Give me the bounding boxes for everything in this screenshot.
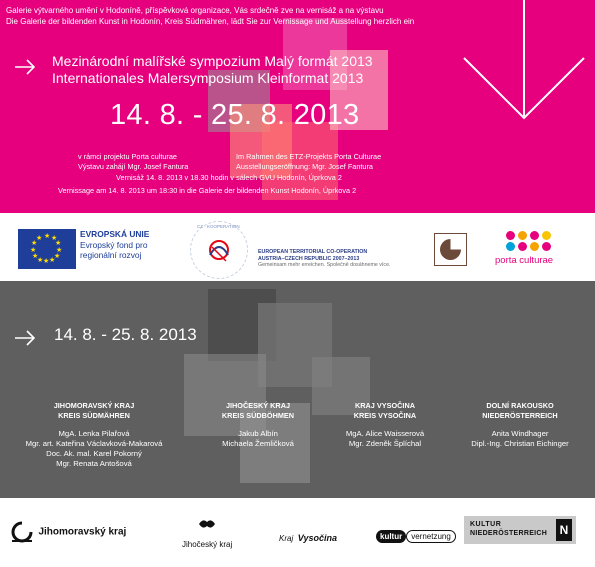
kn-badge-icon: N: [556, 519, 572, 541]
porta-dot: [542, 231, 551, 240]
artist-name: Mgr. art. Kateřina Václavková-Makarová: [25, 439, 163, 448]
details-cz-2: Výstavu zahájí Mgr. Josef Fantura: [78, 162, 189, 171]
title-cz: Mezinárodní malířské sympozium Malý formát 2013: [52, 53, 373, 69]
kn-label-1: KULTUR: [470, 521, 502, 528]
svg-text:★: ★: [55, 239, 62, 247]
svg-text:★: ★: [37, 256, 44, 264]
logo-jihocesky-kraj: [182, 516, 232, 552]
region-name-2: KREIS VYSOČINA: [353, 411, 417, 420]
region-name-1: JIHOMORAVSKÝ KRAJ: [53, 401, 135, 410]
coop-title1: EUROPEAN TERRITORIAL CO-OPERATION: [258, 249, 368, 255]
porta-dot: [506, 242, 515, 251]
artist-name: Anita Windhager: [491, 429, 549, 438]
region-jihocesky: [208, 401, 308, 449]
eu-text: [80, 229, 149, 261]
symposium-title: [52, 53, 373, 87]
region-name-1: KRAJ VYSOČINA: [354, 401, 415, 410]
artist-name: Dipl.-Ing. Christian Eichinger: [471, 439, 569, 448]
kv-label-2: Vysočina: [297, 533, 338, 543]
kv-label-1: Kraj: [279, 534, 294, 543]
svg-text:★: ★: [54, 252, 61, 260]
porta-dot: [542, 242, 551, 251]
eu-line2: Evropský fond pro: [80, 239, 148, 250]
kn-label-2: NIEDERÖSTERREICH: [470, 530, 548, 537]
artist-name: Mgr. Zdeněk Šplíchal: [348, 439, 422, 448]
region-jihomoravsky: [14, 401, 174, 469]
porta-culturae-label: porta culturae: [495, 255, 554, 266]
cooperation-logo-icon: [190, 221, 248, 279]
porta-dot: [518, 242, 527, 251]
gallery-logo-icon: [434, 233, 467, 266]
artist-name: MgA. Lenka Pilařová: [58, 429, 130, 438]
intro-text: [6, 5, 414, 27]
artist-name: MgA. Alice Waisserová: [345, 429, 425, 438]
coop-title2: AUSTRIA–CZECH REPUBLIC 2007–2013: [258, 255, 360, 262]
svg-text:★: ★: [30, 246, 37, 254]
porta-dot: [518, 231, 527, 240]
vernissage-de: Vernissage am 14. 8. 2013 um 18:30 in die Galerie der bildenden Kunst Hodonín, Úprkova 2: [58, 186, 357, 195]
region-vysocina: [330, 401, 440, 449]
big-arrow-down-icon: [450, 0, 595, 125]
arrow-right-icon: [14, 57, 36, 79]
region-name-2: KREIS SÜDMÄHREN: [58, 411, 130, 420]
kv-a-label: kultur: [376, 530, 406, 543]
porta-dot: [506, 231, 515, 240]
porta-dot: [530, 231, 539, 240]
svg-text:★: ★: [31, 239, 38, 247]
details-cz-1: v rámci projektu Porta culturae: [78, 152, 177, 161]
eu-flag-icon: [18, 229, 76, 269]
intro-cz: Galerie výtvarného umění v Hodoníně, příspěvková organizace, Vás srdečně zve na vernisáž a na výstavu: [6, 6, 384, 15]
region-logos-strip: [0, 498, 595, 567]
jmk-logo-icon: [10, 520, 34, 544]
coop-sub: Gemeinsam mehr erreichen. Společně dosáhneme více.: [258, 262, 391, 268]
region-name-1: DOLNÍ RAKOUSKO: [486, 401, 554, 410]
coop-arc-text: CZ · KOOPERATION: [197, 224, 240, 229]
coop-text: [258, 249, 391, 269]
svg-text:★: ★: [44, 232, 51, 240]
date-range-main: 14. 8. - 25. 8. 2013: [110, 99, 360, 131]
svg-text:★: ★: [51, 234, 58, 242]
region-niederoesterreich: [450, 401, 590, 449]
partner-logos-strip: [0, 213, 595, 281]
svg-text:★: ★: [56, 246, 63, 254]
artist-name: Mgr. Renata Antošová: [56, 459, 132, 468]
kv-b-label: vernetzung: [406, 530, 456, 543]
details-de-2: Ausstellungseröffnung: Mgr. Josef Fantura: [236, 162, 373, 171]
details-de-1: Im Rahmen des ETZ-Projekts Porta Culturae: [236, 152, 382, 161]
jck-label: Jihočeský kraj: [182, 540, 233, 549]
artist-name: Jakub Albín: [238, 429, 278, 438]
date-range-secondary: 14. 8. - 25. 8. 2013: [54, 325, 197, 344]
logo-jihomoravsky-kraj: [10, 520, 126, 544]
artist-name: Michaela Žemličková: [222, 439, 294, 448]
svg-text:★: ★: [49, 256, 56, 264]
artist-name: Doc. Ak. mal. Karel Pokorný: [46, 449, 142, 458]
svg-text:★: ★: [36, 234, 43, 242]
region-name-2: NIEDERÖSTERREICH: [482, 411, 558, 420]
arrow-right-icon: [14, 328, 36, 350]
logo-kraj-vysocina: [279, 528, 337, 546]
jck-logo-icon: [197, 516, 217, 532]
jmk-label: Jihomoravský kraj: [38, 526, 127, 538]
region-name-2: KREIS SÜDBÖHMEN: [221, 411, 295, 420]
svg-text:★: ★: [43, 257, 50, 265]
logo-kulturvernetzung: [376, 526, 456, 544]
eu-line3: regionální rozvoj: [80, 250, 142, 260]
region-name-1: JIHOČESKÝ KRAJ: [225, 401, 291, 410]
svg-text:★: ★: [32, 252, 39, 260]
title-de: Internationales Malersymposium Kleinformat 2013: [52, 70, 364, 86]
logo-kultur-niederoesterreich: [464, 516, 576, 544]
vernissage-cz: Vernisáž 14. 8. 2013 v 18.30 hodin v sálech GVU Hodonín, Úprkova 2: [116, 173, 342, 182]
porta-dot: [530, 242, 539, 251]
eu-title: EVROPSKÁ UNIE: [80, 229, 150, 239]
intro-de: Die Galerie der bildenden Kunst in Hodonín, Kreis Südmähren, lädt Sie zur Vernissage und Ausstellung herzlich ein: [6, 17, 415, 26]
artists-section: [0, 281, 595, 498]
